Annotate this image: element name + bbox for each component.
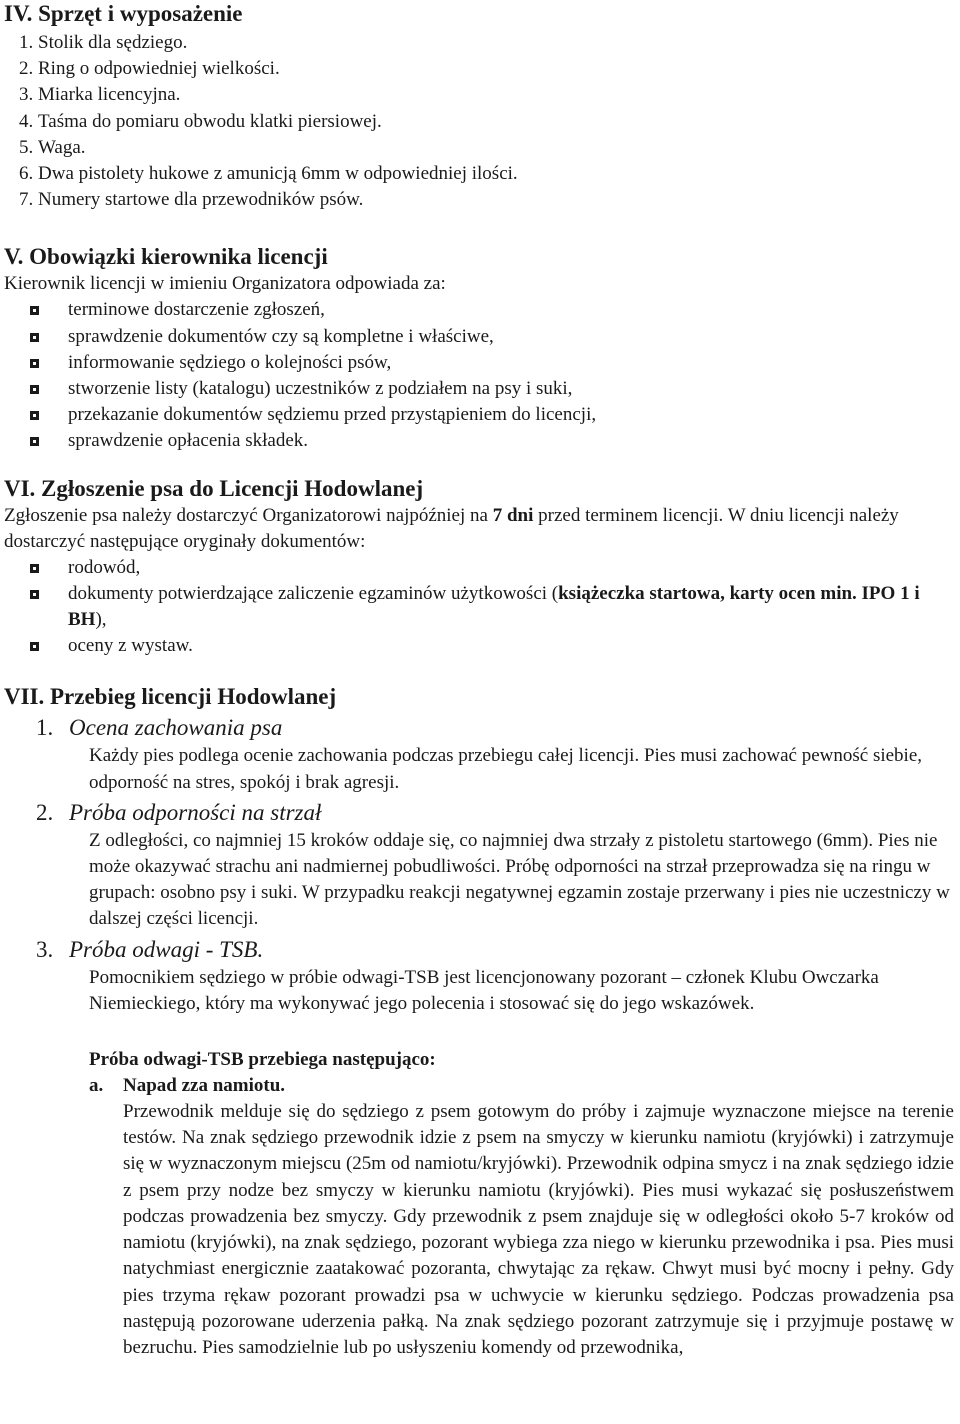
text-run: Zgłoszenie psa należy dostarczyć Organizatorowi najpóźniej na	[4, 504, 493, 526]
section-title: IV. Sprzęt i wyposażenie	[4, 1, 243, 26]
subsection-courage	[4, 935, 954, 1017]
list-item-text: oceny z wystaw.	[68, 635, 193, 657]
section-equipment	[4, 0, 954, 213]
section-title: VI. Zgłoszenie psa do Licencji Hodowlanej	[4, 475, 424, 501]
list-item	[30, 581, 954, 633]
section-license-procedure	[4, 683, 954, 1361]
list-item-text: przekazanie dokumentów sędziemu przed przystąpieniem do licencji,	[68, 404, 597, 426]
list-item-text: rodowód,	[68, 556, 141, 578]
list-item: 4. Taśma do pomiaru obwodu klatki piersiowej.	[38, 109, 954, 135]
section-intro	[4, 503, 954, 555]
subsection-behavior	[4, 713, 954, 795]
list-item	[30, 402, 954, 428]
square-bullet-icon	[30, 385, 39, 394]
square-bullet-icon	[30, 333, 39, 342]
equipment-list	[4, 30, 954, 213]
list-item: 3. Miarka licencyjna.	[38, 82, 954, 108]
subsection-title	[4, 713, 954, 743]
list-item: 5. Waga.	[38, 135, 954, 161]
square-bullet-icon	[30, 590, 39, 599]
list-item	[30, 297, 954, 323]
subsection-number: 2.	[36, 799, 54, 825]
list-item-text: terminowe dostarczenie zgłoszeń,	[68, 299, 325, 321]
section-manager-duties	[4, 243, 954, 454]
section-dog-registration	[4, 475, 954, 660]
square-bullet-icon	[30, 306, 39, 315]
tsb-heading: Próba odwagi-TSB przebiega następująco:	[89, 1049, 436, 1071]
list-item	[30, 555, 954, 581]
section-title: V. Obowiązki kierownika licencji	[4, 244, 328, 270]
square-bullet-icon	[30, 411, 39, 420]
subsection-title-text: Ocena zachowania psa	[69, 715, 283, 741]
text-run: ),	[95, 609, 107, 631]
subsection-title	[4, 798, 954, 828]
subsection-title-text: Próba odwagi - TSB.	[69, 936, 264, 962]
section-intro: Kierownik licencji w imieniu Organizatora odpowiada za:	[4, 273, 446, 295]
text-run: dokumenty potwierdzające zaliczenie egzaminów użytkowości (	[68, 582, 559, 604]
subsection-number: 3.	[36, 936, 54, 962]
square-bullet-icon	[30, 437, 39, 446]
subsection-gunshot	[4, 798, 954, 933]
list-item-text: informowanie sędziego o kolejności psów,	[68, 351, 392, 373]
step-label: a.	[89, 1075, 104, 1097]
list-item	[30, 428, 954, 454]
duties-list	[4, 297, 954, 454]
subsection-body: Każdy pies podlega ocenie zachowania podczas przebiegu całej licencji. Pies musi zachować pewność siebie, odporność na stres, spokój i brak agresji.	[89, 745, 923, 793]
section-title: VII. Przebieg licencji Hodowlanej	[4, 684, 337, 710]
text-run-bold: 7 dni	[492, 504, 534, 526]
text-run: przed terminem licencji. W dniu licencji należy dostarczyć następujące oryginały dokumentów:	[4, 504, 899, 552]
subsection-body: Z odległości, co najmniej 15 kroków oddaje się, co najmniej dwa strzały z pistoletu startowego (6mm). Pies nie może okazywać strachu ani nadmiernej pobudliwości. Próbę odporności na strzał przeprowadza się na ringu w grupach: osobno psy i suki. W przypadku reakcji negatywnej egzamin zostaje przerwany i pies nie uczestniczy w dalszej części licencji.	[89, 829, 950, 930]
step-title: Napad zza namiotu.	[123, 1075, 286, 1097]
step-heading	[4, 1073, 954, 1099]
list-item	[30, 376, 954, 402]
list-item	[30, 350, 954, 376]
subsection-number: 1.	[36, 715, 54, 741]
list-item: 7. Numery startowe dla przewodników psów.	[38, 187, 954, 213]
subsection-body: Pomocnikiem sędziego w próbie odwagi-TSB jest licencjonowany pozorant – członek Klubu Owczarka Niemieckiego, który ma wykonywać jego polecenia i stosować się do jego wskazówek.	[89, 966, 879, 1014]
list-item-text: stworzenie listy (katalogu) uczestników z podziałem na psy i suki,	[68, 378, 573, 400]
list-item	[30, 633, 954, 659]
list-item: 2. Ring o odpowiedniej wielkości.	[38, 56, 954, 82]
text-run-bold: książeczka startowa, karty ocen min. IPO 1 i BH	[68, 582, 920, 631]
list-item-text: sprawdzenie opłacenia składek.	[68, 430, 309, 452]
square-bullet-icon	[30, 642, 39, 651]
subsection-title	[4, 935, 954, 965]
square-bullet-icon	[30, 564, 39, 573]
list-item: 6. Dwa pistolety hukowe z amunicją 6mm w odpowiedniej ilości.	[38, 161, 954, 187]
documents-list	[4, 555, 954, 660]
square-bullet-icon	[30, 359, 39, 368]
list-item	[30, 324, 954, 350]
list-item-text: sprawdzenie dokumentów czy są kompletne i właściwe,	[68, 325, 494, 347]
subsection-title-text: Próba odporności na strzał	[69, 799, 322, 825]
list-item: 1. Stolik dla sędziego.	[38, 30, 954, 56]
step-body: Przewodnik melduje się do sędziego z psem gotowym do próby i zajmuje wyznaczone miejsce na terenie testów. Na znak sędziego przewodnik idzie z psem na smyczy w kierunku namiotu (kryjówki) i zatrzymuje się w wyznaczonym miejscu (25m od namiotu/kryjówki). Przewodnik odpina smycz i na znak sędziego idzie z psem przy nodze bez smyczy w kierunku namiotu (kryjówki). Pies musi wykazać się posłuszeństwem podczas prowadzenia bez smyczy. Gdy przewodnik z psem znajduje się w odległości około 5-7 kroków od namiotu (kryjówki), na znak sędziego, pozorant wybiega zza niego w kierunku przewodnika i psa. Pies musi natychmiast energicznie zaatakować pozoranta, chwytając za rękaw. Chwyt musi być mocny i pełny. Gdy pies trzyma rękaw pozorant prowadzi psa w uchwycie w kierunku sędziego. Podczas prowadzenia psa następują pozorowane uderzenia pałką. Na znak sędziego pozorant zatrzymuje się i przyjmuje postawę w bezruchu. Pies samodzielnie lub po usłyszeniu komendy od przewodnika,	[123, 1101, 954, 1358]
